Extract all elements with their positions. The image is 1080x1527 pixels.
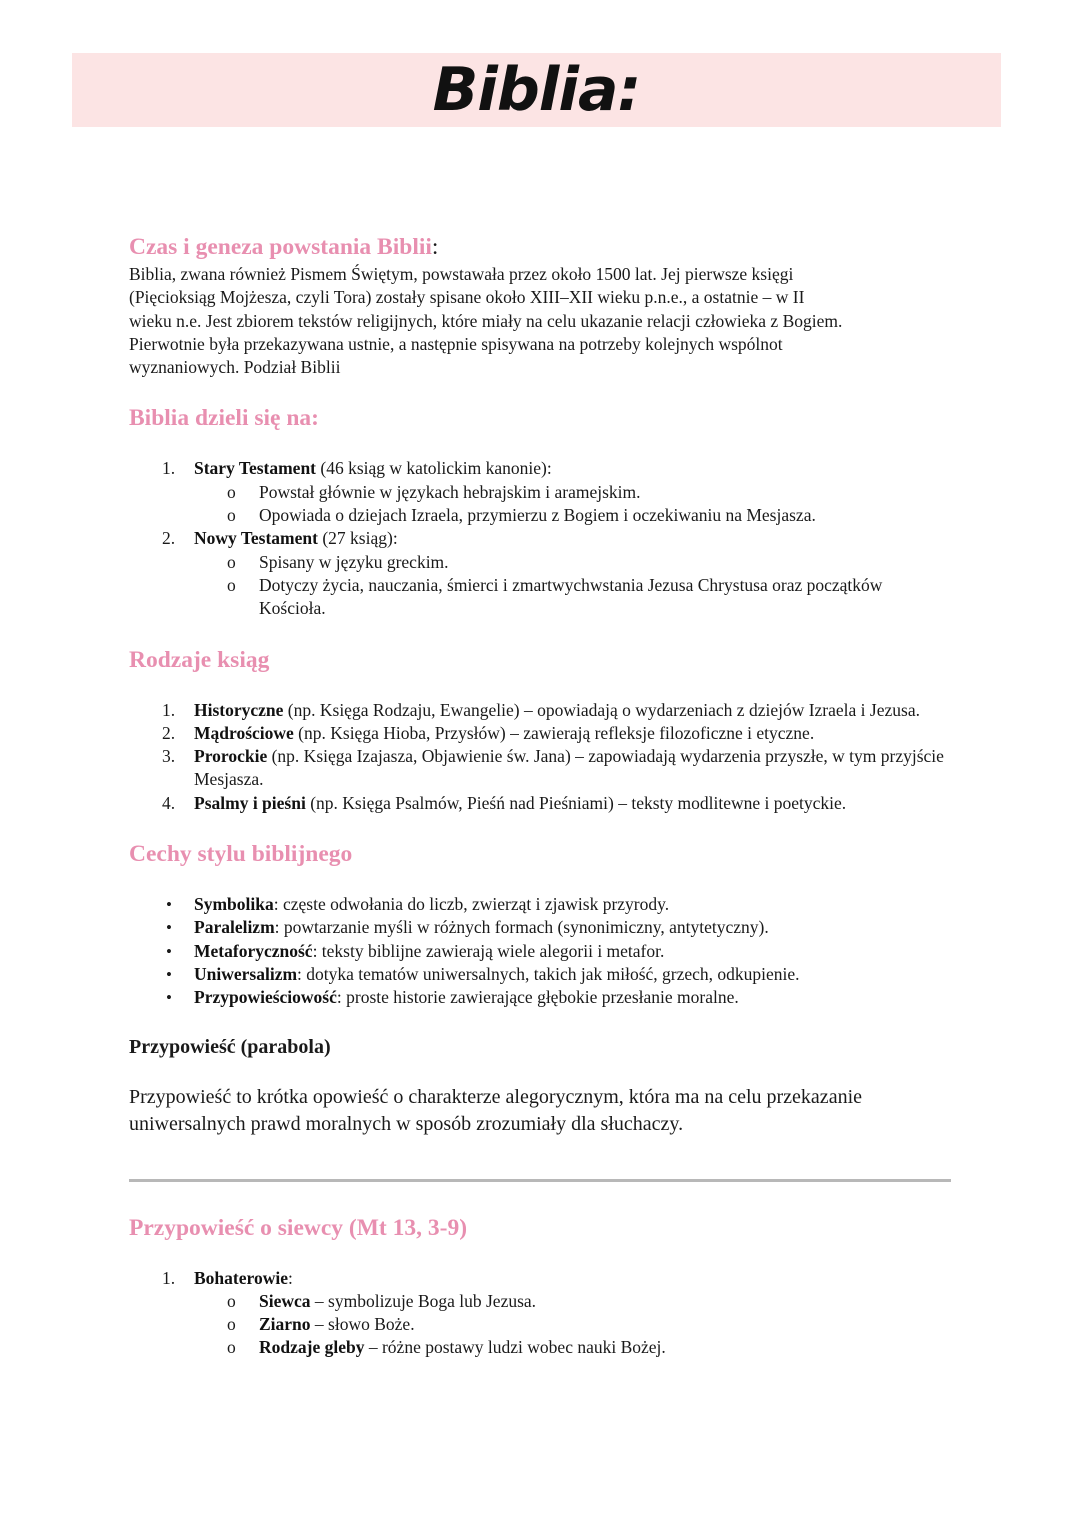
list-item: • Przypowieściowość: proste historie zawierające głębokie przesłanie moralne. <box>166 987 739 1008</box>
list-item: 4. Psalmy i pieśni (np. Księga Psalmów, Pieśń nad Pieśniami) – teksty modlitewne i poetyckie. <box>162 792 847 813</box>
sub-list <box>129 551 959 621</box>
sub-item: o Powstał głównie w językach hebrajskim i aramejskim. <box>227 481 641 502</box>
sower-list <box>129 1267 959 1360</box>
section-heading-sower: Przypowieść o siewcy (Mt 13, 3-9) <box>129 1214 468 1241</box>
list-item: 2. Nowy Testament (27 ksiąg): <box>162 528 398 549</box>
sub-item: o Opowiada o dziejach Izraela, przymierzu z Bogiem i oczekiwaniu na Mesjasza. <box>227 505 816 526</box>
list-item: 1. Bohaterowie: <box>162 1267 293 1288</box>
list-item: • Paralelizm: powtarzanie myśli w różnych formach (synonimiczny, antytetyczny). <box>166 917 769 938</box>
sub-list <box>129 481 959 528</box>
horizontal-divider <box>129 1179 951 1182</box>
sub-list <box>129 1290 959 1360</box>
section-heading-genesis: Czas i geneza powstania Biblii: <box>129 234 439 260</box>
list-item: 3. Prorockie (np. Księga Izajasza, Objawienie św. Jana) – zapowiadają wydarzenia przyszłe, w tym przyjście Mesjasza. <box>162 746 944 790</box>
list-item: 2. Mądrościowe (np. Księga Hioba, Przysłów) – zawierają refleksje filozoficzne i etyczne. <box>162 722 815 743</box>
sub-item: o Ziarno – słowo Boże. <box>227 1314 415 1335</box>
testament-list <box>129 457 959 620</box>
style-features-list <box>129 893 959 1009</box>
section-heading-book-types: Rodzaje ksiąg <box>129 646 270 673</box>
parable-heading: Przypowieść (parabola) <box>129 1035 331 1058</box>
section-heading-style-features: Cechy stylu biblijnego <box>129 841 353 868</box>
intro-paragraph: Biblia, zwana również Pismem Świętym, powstawała przez około 1500 lat. Jej pierwsze księgi (Pięcioksiąg Mojżesza, czyli Tora) zostały spisane około XIII–XII wieku p.n.e., a ostatnie – w II wieku n.e. Jest zbiorem tekstów religijnych, które miały na celu ukazanie relacji człowieka z Bogiem. Pierwotnie była przekazywana ustnie, a następnie spisywana na potrzeby kolejnych wspólnot wyznaniowych. Podział Biblii <box>129 264 843 378</box>
page-title: Biblia: <box>432 55 641 125</box>
list-item: 1. Historyczne (np. Księga Rodzaju, Ewangelie) – opowiadają o wydarzeniach z dziejów Izraela i Jezusa. <box>162 699 920 720</box>
list-item: • Metaforyczność: teksty biblijne zawierają wiele alegorii i metafor. <box>166 940 665 961</box>
book-types-list <box>129 699 959 815</box>
sub-item: o Spisany w języku greckim. <box>227 551 449 572</box>
sub-item: o Siewca – symbolizuje Boga lub Jezusa. <box>227 1290 537 1311</box>
parable-definition: Przypowieść to krótka opowieść o charakterze alegorycznym, która ma na celu przekazanie uniwersalnych prawd moralnych w sposób zrozumiały dla słuchaczy. <box>129 1085 862 1135</box>
section-heading-division: Biblia dzieli się na: <box>129 405 319 432</box>
title-banner <box>72 53 1001 127</box>
sub-item: o Dotyczy życia, nauczania, śmierci i zmartwychwstania Jezusa Chrystusa oraz początków Kościoła. <box>227 574 883 619</box>
list-item: 1. Stary Testament (46 ksiąg w katolickim kanonie): <box>162 458 552 479</box>
list-item: • Uniwersalizm: dotyka tematów uniwersalnych, takich jak miłość, grzech, odkupienie. <box>166 963 800 984</box>
sub-item: o Rodzaje gleby – różne postawy ludzi wobec nauki Bożej. <box>227 1337 666 1358</box>
list-item: • Symbolika: częste odwołania do liczb, zwierząt i zjawisk przyrody. <box>166 894 670 915</box>
document-body <box>129 232 959 1360</box>
